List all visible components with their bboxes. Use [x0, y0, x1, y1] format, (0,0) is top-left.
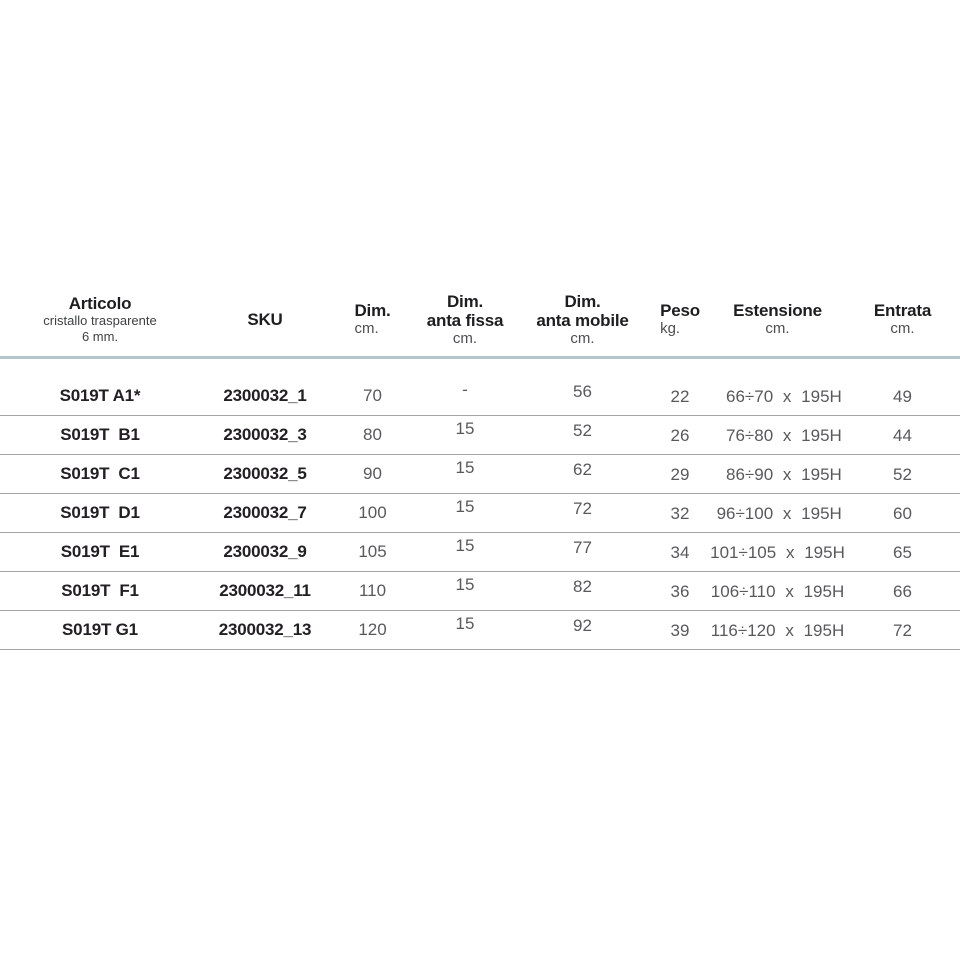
- cell-peso: 39: [670, 620, 690, 640]
- cell-estensione: [710, 610, 845, 649]
- cell-sku: 2300032_11: [219, 580, 311, 600]
- estensione-value: 76÷80 x 195H: [726, 425, 842, 445]
- cell-articolo: S019T G1: [62, 619, 138, 639]
- anta-fissa-header-unit: cm.: [452, 329, 478, 347]
- column-header-dim: [330, 288, 415, 357]
- table-row: [0, 357, 960, 415]
- cell-articolo: S019T C1: [60, 463, 140, 483]
- estensione-header-label: Estensione: [733, 301, 822, 321]
- cell-peso: 29: [670, 464, 690, 484]
- articolo-header-subtitle: cristallo trasparente: [43, 313, 157, 329]
- column-header-peso: [650, 288, 710, 357]
- anta-mobile-header-unit: cm.: [570, 329, 595, 347]
- cell-anta-mobile: 52: [573, 420, 592, 440]
- cell-entrata: 52: [893, 464, 912, 484]
- table-header: [0, 288, 960, 357]
- cell-estensione: [710, 532, 845, 571]
- dim-header-label: Dim.: [354, 301, 391, 321]
- sku-header-label: SKU: [247, 310, 283, 330]
- cell-anta-fissa: 15: [455, 418, 475, 438]
- cell-anta-fissa: 15: [455, 496, 475, 516]
- estensione-value: 116÷120 x 195H: [710, 620, 845, 640]
- cell-dim: 120: [358, 619, 387, 639]
- cell-dim: 100: [358, 502, 387, 522]
- estensione-value: 86÷90 x 195H: [726, 464, 842, 484]
- estensione-value: 106÷110 x 195H: [710, 581, 845, 601]
- cell-entrata: 60: [893, 503, 912, 523]
- cell-estensione: [710, 357, 845, 415]
- cell-articolo: S019T A1*: [59, 385, 141, 405]
- cell-dim: 110: [358, 580, 387, 600]
- cell-entrata: 44: [893, 425, 912, 445]
- cell-peso: 22: [670, 386, 690, 406]
- cell-anta-fissa: 15: [455, 613, 475, 633]
- table-row: [0, 610, 960, 649]
- cell-sku: 2300032_1: [223, 385, 307, 405]
- cell-anta-mobile: 92: [573, 615, 592, 635]
- cell-sku: 2300032_13: [218, 619, 312, 639]
- estensione-value: 66÷70 x 195H: [726, 386, 842, 406]
- articolo-header-thickness: 6 mm.: [81, 329, 119, 345]
- cell-anta-mobile: 77: [573, 537, 592, 557]
- cell-dim: 105: [358, 541, 387, 561]
- anta-mobile-header-label: Dim.: [564, 291, 601, 311]
- estensione-header-unit: cm.: [765, 320, 790, 338]
- anta-fissa-header-label: Dim.: [446, 291, 484, 311]
- entrata-header-unit: cm.: [890, 320, 915, 338]
- cell-sku: 2300032_7: [223, 502, 307, 522]
- cell-anta-mobile: 82: [573, 576, 592, 596]
- cell-articolo: S019T B1: [60, 424, 140, 444]
- articolo-header-label: Articolo: [68, 294, 132, 314]
- dim-header-unit: cm.: [354, 320, 379, 338]
- table-row: [0, 571, 960, 610]
- cell-articolo: S019T D1: [60, 502, 140, 522]
- estensione-value: 101÷105 x 195H: [710, 542, 845, 562]
- cell-entrata: 72: [893, 620, 912, 640]
- cell-anta-mobile: 62: [573, 459, 592, 479]
- cell-sku: 2300032_5: [223, 463, 307, 483]
- cell-peso: 34: [670, 542, 690, 562]
- table-body: [0, 357, 960, 649]
- column-header-estensione: [710, 288, 845, 357]
- cell-sku: 2300032_9: [223, 541, 307, 561]
- column-header-entrata: [845, 288, 960, 357]
- cell-sku: 2300032_3: [223, 424, 307, 444]
- cell-estensione: [710, 415, 845, 454]
- column-header-anta-fissa: [415, 288, 515, 357]
- peso-header-label: Peso: [660, 301, 700, 321]
- header-row: [0, 288, 960, 357]
- cell-articolo: S019T E1: [60, 541, 140, 561]
- cell-entrata: 66: [893, 581, 912, 601]
- anta-mobile-header-label2: anta mobile: [536, 310, 629, 330]
- cell-anta-mobile: 56: [573, 381, 592, 401]
- peso-header-unit: kg.: [660, 320, 681, 338]
- cell-peso: 32: [670, 503, 690, 523]
- table-row: [0, 415, 960, 454]
- cell-estensione: [710, 571, 845, 610]
- cell-anta-fissa: 15: [455, 457, 475, 477]
- cell-peso: 36: [670, 581, 690, 601]
- cell-dim: 80: [363, 424, 382, 444]
- cell-entrata: 65: [893, 542, 912, 562]
- column-header-sku: [200, 288, 330, 357]
- cell-anta-fissa: -: [462, 379, 468, 399]
- cell-anta-fissa: 15: [455, 535, 475, 555]
- cell-entrata: 49: [893, 386, 912, 406]
- table-row: [0, 454, 960, 493]
- anta-fissa-header-label2: anta fissa: [426, 310, 504, 330]
- table-row: [0, 493, 960, 532]
- product-spec-table: [0, 288, 960, 650]
- cell-articolo: S019T F1: [61, 580, 139, 600]
- column-header-anta-mobile: [515, 288, 650, 357]
- entrata-header-label: Entrata: [873, 301, 932, 321]
- column-header-articolo: [0, 288, 200, 357]
- cell-estensione: [710, 454, 845, 493]
- cell-dim: 90: [363, 463, 382, 483]
- cell-estensione: [710, 493, 845, 532]
- cell-dim: 70: [363, 385, 382, 405]
- table-row: [0, 532, 960, 571]
- cell-anta-fissa: 15: [455, 574, 475, 594]
- cell-peso: 26: [670, 425, 690, 445]
- cell-anta-mobile: 72: [573, 498, 592, 518]
- estensione-value: 96÷100 x 195H: [716, 503, 842, 523]
